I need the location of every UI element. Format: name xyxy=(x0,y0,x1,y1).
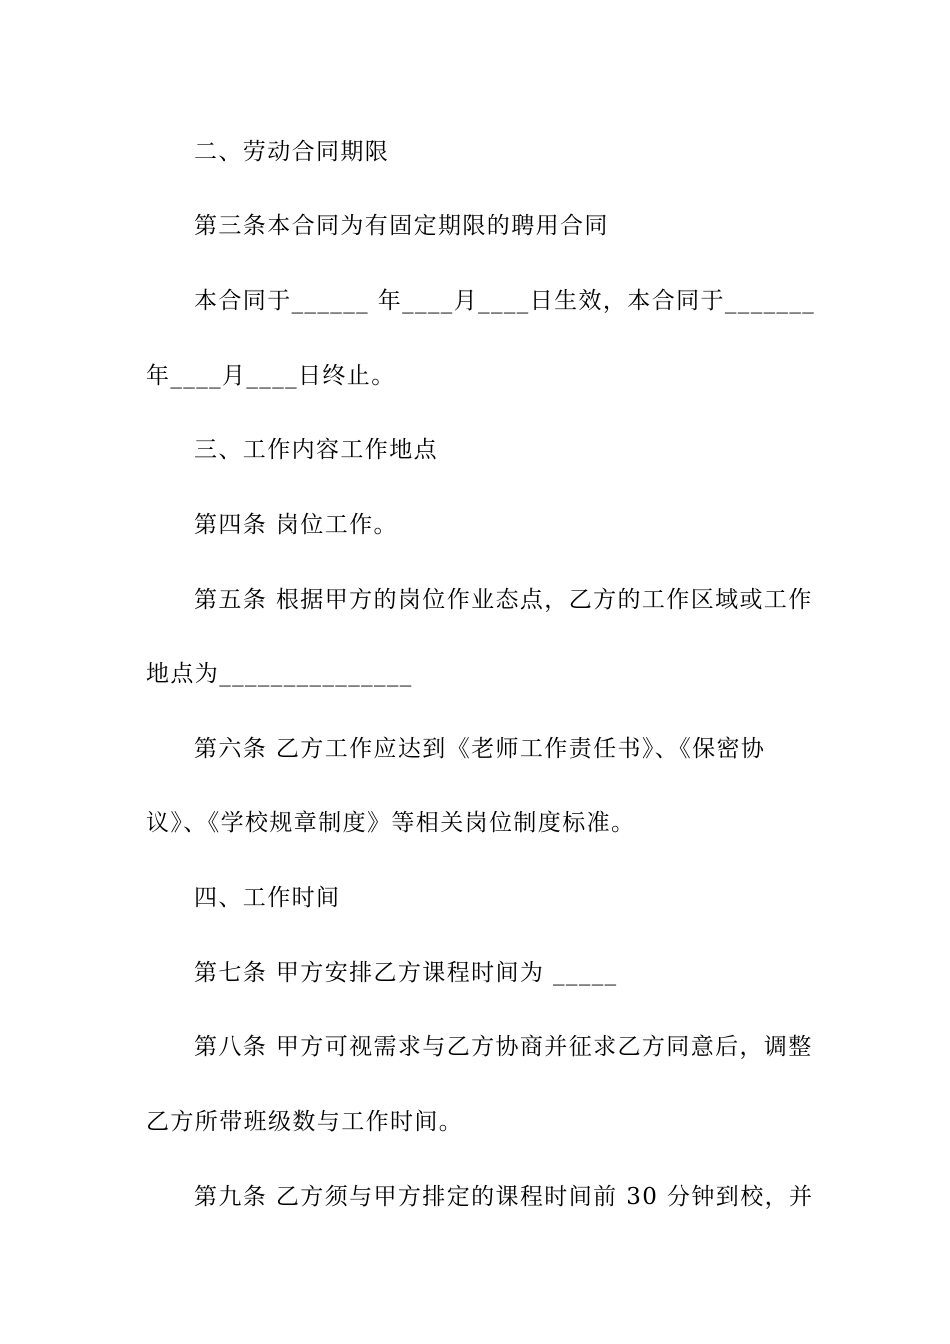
article-3: 第三条本合同为有固定期限的聘用合同 xyxy=(194,213,609,239)
article-4: 第四条 岗位工作。 xyxy=(194,512,398,538)
article-8-continued: 乙方所带班级数与工作时间。 xyxy=(146,1109,464,1135)
termination-date-line: 年____月____日终止。 xyxy=(146,363,396,389)
section-heading-contract-term: 二、劳动合同期限 xyxy=(194,139,390,165)
article-5: 第五条 根据甲方的岗位作业态点，乙方的工作区域或工作 xyxy=(194,587,813,613)
article-7: 第七条 甲方安排乙方课程时间为 _____ xyxy=(194,960,618,986)
article-6: 第六条 乙方工作应达到《老师工作责任书》、《保密协 xyxy=(194,736,766,762)
section-heading-work-time: 四、工作时间 xyxy=(194,885,341,911)
article-6-continued: 议》、《学校规章制度》等相关岗位制度标准。 xyxy=(146,810,636,836)
article-8: 第八条 甲方可视需求与乙方协商并征求乙方同意后，调整 xyxy=(194,1034,813,1060)
article-5-continued: 地点为_______________ xyxy=(146,661,413,687)
effective-date-line: 本合同于______ 年____月____日生效，本合同于_______ xyxy=(194,288,816,314)
article-9: 第九条 乙方须与甲方排定的课程时间前 30 分钟到校，并 xyxy=(194,1184,814,1210)
section-heading-work-content: 三、工作内容工作地点 xyxy=(194,437,438,463)
